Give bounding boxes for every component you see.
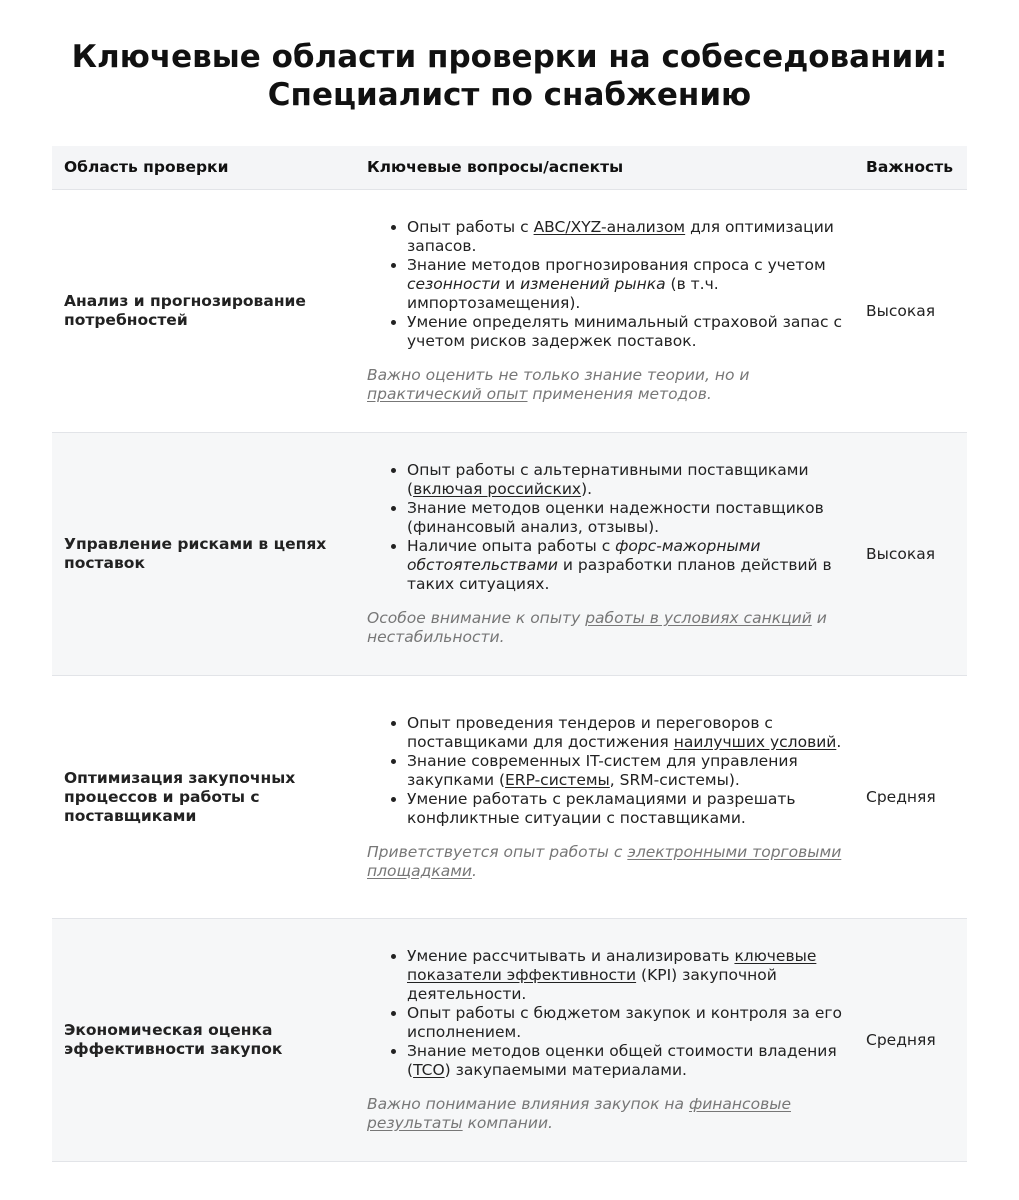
questions-list: [367, 461, 847, 594]
text: ) закупаемыми материалами.: [444, 1061, 687, 1079]
questions-list: [367, 218, 847, 351]
text: Опыт работы с альтернативными поставщиками (: [407, 461, 809, 498]
questions-cell: [367, 919, 847, 1161]
text: (KPI) закупочной деятельности.: [407, 966, 777, 1003]
questions-cell: [367, 190, 847, 432]
header-questions: Ключевые вопросы/аспекты: [367, 158, 624, 176]
inline-link[interactable]: работы в условиях санкций: [585, 609, 812, 627]
area-cell: Анализ и прогнозирование потребностей: [64, 292, 306, 329]
text: Особое внимание к опыту: [367, 609, 586, 627]
area-cell: Оптимизация закупочных процессов и работы с поставщиками: [64, 768, 296, 825]
text: Знание методов прогнозирования спроса с учетом: [407, 256, 826, 274]
inline-link[interactable]: TCO: [413, 1061, 445, 1079]
header-area: Область проверки: [64, 158, 229, 176]
inline-link[interactable]: электронными торговыми площадками: [367, 842, 842, 880]
table-row: [52, 190, 967, 433]
text: Опыт проведения тендеров и переговоров с поставщиками для достижения: [407, 713, 773, 751]
text: Приветствуется опыт работы с: [367, 842, 628, 861]
list-item: [407, 790, 847, 828]
text: .: [471, 861, 477, 880]
list-item: [407, 537, 847, 594]
inline-link[interactable]: ABC/XYZ-анализом: [533, 218, 686, 236]
list-item: [407, 499, 847, 537]
list-item: [407, 313, 847, 351]
emphasis: сезонности: [407, 275, 501, 293]
note: [367, 1095, 847, 1133]
text: Умение работать с рекламациями и разрешать конфликтные ситуации с поставщиками.: [407, 789, 796, 827]
table-row: [52, 433, 967, 676]
text: .: [836, 732, 842, 751]
text: (в т.ч. импортозамещения).: [407, 275, 719, 312]
importance-cell: Высокая: [866, 301, 936, 320]
text: и разработки планов действий в таких ситуациях.: [407, 556, 832, 593]
importance-cell: Высокая: [866, 544, 936, 563]
list-item: [407, 1004, 847, 1042]
importance-cell: Средняя: [866, 787, 936, 806]
area-cell: Управление рисками в цепях поставок: [64, 535, 327, 572]
header-importance: Важность: [866, 158, 954, 176]
list-item: [407, 218, 847, 256]
list-item: [407, 947, 847, 1004]
questions-cell: [367, 433, 847, 675]
importance-cell: Средняя: [866, 1030, 936, 1049]
inline-link[interactable]: включая российских: [413, 480, 582, 498]
text: Знание современных IT-систем для управления закупками (: [407, 751, 798, 789]
text: Умение рассчитывать и анализировать: [407, 947, 735, 965]
inline-link[interactable]: финансовые результаты: [367, 1095, 791, 1132]
inline-link[interactable]: ключевые показатели эффективности: [407, 947, 817, 984]
inline-link[interactable]: наилучших условий: [673, 732, 837, 751]
questions-list: [367, 714, 847, 828]
text: Важно понимание влияния закупок на: [367, 1095, 689, 1113]
table-row: [52, 919, 967, 1162]
text: компании.: [462, 1114, 553, 1132]
area-cell: Экономическая оценка эффективности закупок: [64, 1021, 283, 1058]
list-item: [407, 714, 847, 752]
inline-link[interactable]: практический опыт: [367, 385, 528, 403]
emphasis: изменений рынка: [520, 275, 666, 293]
table-header: [52, 146, 967, 190]
text: Опыт работы с: [407, 218, 534, 236]
note: [367, 843, 847, 881]
text: Знание методов оценки надежности поставщиков (финансовый анализ, отзывы).: [407, 499, 824, 536]
text: и: [500, 275, 521, 293]
text: и нестабильности.: [367, 609, 827, 646]
text: Важно оценить не только знание теории, но и: [367, 366, 750, 384]
list-item: [407, 256, 847, 313]
text: Наличие опыта работы с: [407, 537, 616, 555]
text: Опыт работы с бюджетом закупок и контроля за его исполнением.: [407, 1004, 843, 1041]
table-row: [52, 676, 967, 919]
text: ).: [581, 480, 593, 498]
page-title: [0, 38, 1019, 114]
assessment-table: [52, 146, 967, 1162]
inline-link[interactable]: ERP-системы: [505, 770, 610, 789]
questions-list: [367, 947, 847, 1080]
list-item: [407, 752, 847, 790]
list-item: [407, 461, 847, 499]
note: [367, 609, 847, 647]
text: , SRM-системы).: [609, 770, 740, 789]
text: для оптимизации запасов.: [407, 218, 834, 255]
title-line-1: Ключевые области проверки на собеседовании:: [71, 39, 948, 75]
text: применения методов.: [527, 385, 712, 403]
questions-cell: [367, 676, 847, 918]
note: [367, 366, 847, 404]
text: Знание методов оценки общей стоимости владения (: [407, 1042, 837, 1079]
title-line-2: Специалист по снабжению: [267, 77, 752, 113]
list-item: [407, 1042, 847, 1080]
text: Умение определять минимальный страховой запас с учетом рисков задержек поставок.: [407, 313, 842, 350]
emphasis: форс-мажорными обстоятельствами: [407, 537, 761, 574]
